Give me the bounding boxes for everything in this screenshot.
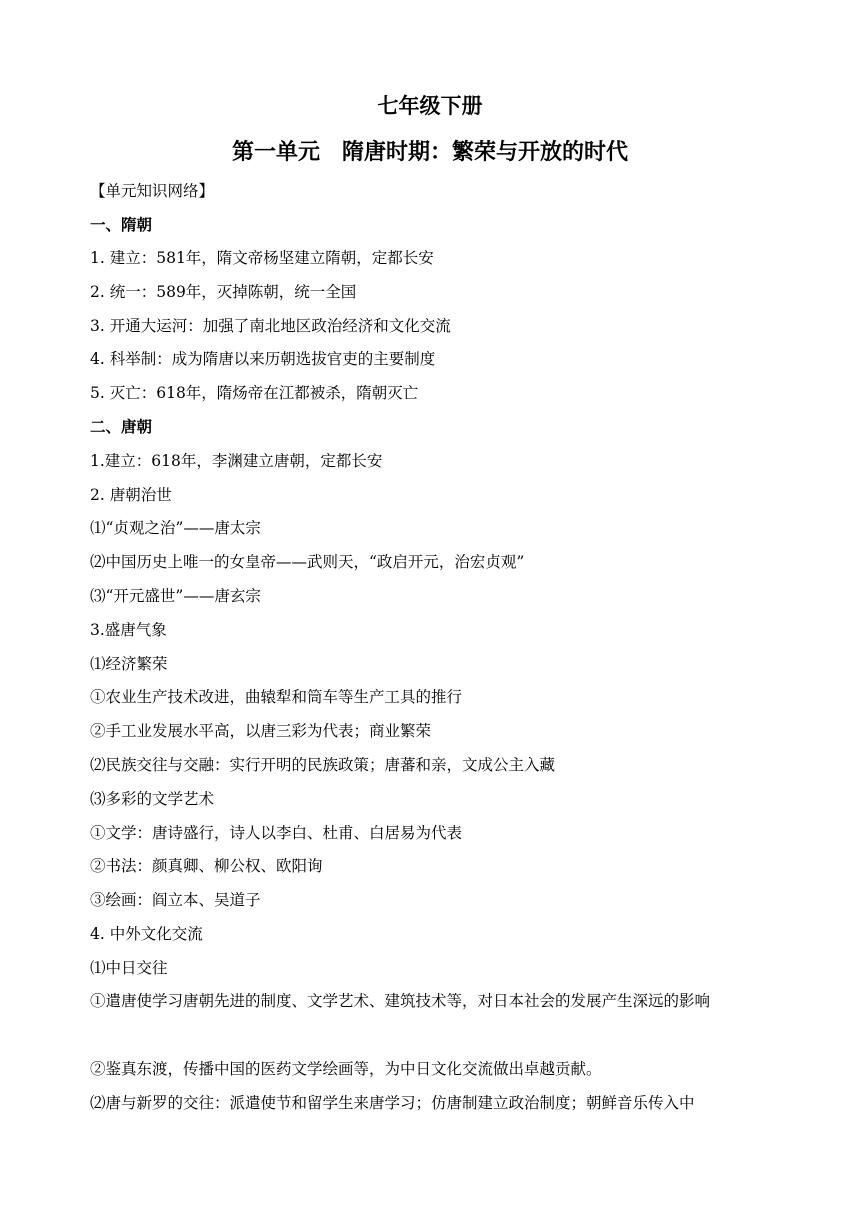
list-item: ⑵民族交往与交融：实行开明的民族政策；唐蕃和亲，文成公主入藏	[90, 756, 556, 774]
section-heading-tang: 二、唐朝	[90, 418, 153, 436]
list-item: 4. 科举制：成为隋唐以来历朝选拔官吏的主要制度	[90, 350, 436, 368]
list-item: ⑴中日交往	[90, 959, 168, 977]
knowledge-network-label: 【单元知识网络】	[90, 182, 215, 200]
list-item: 5. 灭亡：618年，隋炀帝在江都被杀，隋朝灭亡	[90, 384, 419, 402]
list-item: ⑶多彩的文学艺术	[90, 790, 215, 808]
list-item: ⑶“开元盛世”——唐玄宗	[90, 587, 261, 605]
list-item: ②书法：颜真卿、柳公权、欧阳询	[90, 857, 323, 875]
list-item: ①文学：唐诗盛行，诗人以李白、杜甫、白居易为代表	[90, 824, 463, 842]
list-item: 2. 唐朝治世	[90, 486, 172, 504]
list-item: ⑵唐与新罗的交往：派遣使节和留学生来唐学习；仿唐制建立政治制度；朝鲜音乐传入中	[90, 1094, 695, 1112]
list-item: 3. 开通大运河：加强了南北地区政治经济和文化交流	[90, 317, 451, 335]
list-item: ①农业生产技术改进，曲辕犁和筒车等生产工具的推行	[90, 688, 463, 706]
section-heading-sui: 一、隋朝	[90, 216, 153, 234]
list-item: 4. 中外文化交流	[90, 925, 203, 943]
list-item: 1.建立：618年，李渊建立唐朝，定都长安	[90, 452, 383, 470]
list-item: ⑵中国历史上唯一的女皇帝——武则天，“政启开元，治宏贞观”	[90, 553, 525, 571]
list-item: ①遣唐使学习唐朝先进的制度、文学艺术、建筑技术等，对日本社会的发展产生深远的影响	[90, 992, 711, 1010]
list-item: 3.盛唐气象	[90, 621, 167, 639]
unit-title: 第一单元 隋唐时期：繁荣与开放的时代	[231, 140, 628, 165]
list-item: ②鉴真东渡，传播中国的医药文学绘画等，为中日文化交流做出卓越贡献。	[90, 1060, 602, 1078]
page-title: 七年级下册	[377, 94, 483, 118]
list-item: 1. 建立：581年，隋文帝杨坚建立隋朝，定都长安	[90, 249, 434, 267]
list-item: ②手工业发展水平高，以唐三彩为代表；商业繁荣	[90, 722, 432, 740]
list-item: ⑴“贞观之治”——唐太宗	[90, 519, 261, 537]
list-item: 2. 统一：589年，灭掉陈朝，统一全国	[90, 283, 357, 301]
list-item: ⑴经济繁荣	[90, 655, 168, 673]
list-item: ③绘画：阎立本、吴道子	[90, 891, 261, 909]
